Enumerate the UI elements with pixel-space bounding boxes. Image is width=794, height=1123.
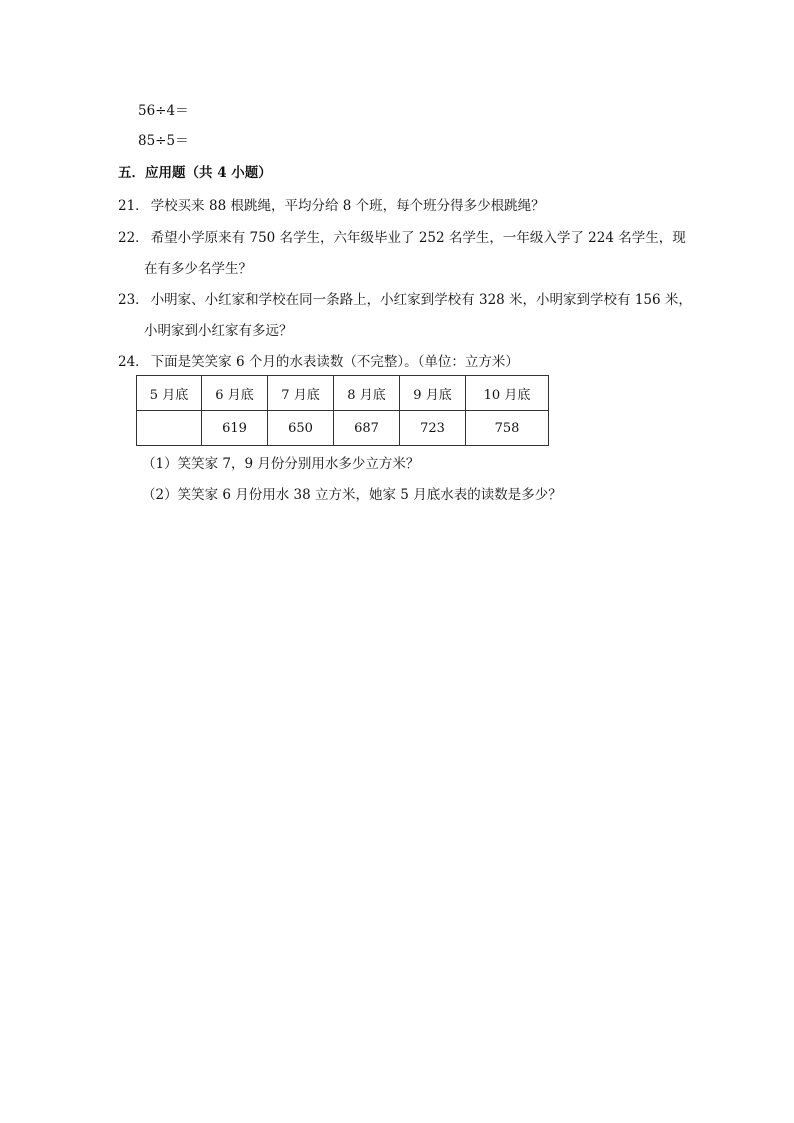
question-text: 学校买来 88 根跳绳，平均分给 8 个班，每个班分得多少根跳绳？: [150, 198, 545, 214]
question-text: 小明家、小红家和学校在同一条路上，小红家到学校有 328 米，小明家到学校有 156 米，: [150, 292, 692, 308]
question-24: [118, 352, 519, 372]
subquestion-2: （2）笑笑家 6 月份用水 38 立方米，她家 5 月底水表的读数是多少？: [142, 487, 562, 503]
table-value-cell: 687: [334, 411, 400, 446]
table-header-cell: 6 月底: [202, 376, 268, 411]
table-value-cell: 650: [268, 411, 334, 446]
table-value-cell: 619: [202, 411, 268, 446]
question-number: 23．: [118, 292, 149, 308]
table-header-cell: 8 月底: [334, 376, 400, 411]
question-22: [118, 228, 686, 248]
section-title: 五．应用题（共 4 小题）: [118, 165, 272, 181]
question-22-continued: 在有多少名学生？: [144, 261, 252, 277]
table-header-cell: 7 月底: [268, 376, 334, 411]
table-header-cell: 9 月底: [400, 376, 466, 411]
question-text: 希望小学原来有 750 名学生，六年级毕业了 252 名学生，一年级入学了 224 名学生，现: [150, 230, 686, 246]
table-header-cell: 10 月底: [466, 376, 549, 411]
equation-1: 56÷4＝: [138, 103, 189, 119]
question-text: 下面是笑笑家 6 个月的水表读数（不完整）。（单位：立方米）: [150, 354, 519, 370]
question-23-continued: 小明家到小红家有多远？: [144, 323, 293, 339]
table-header-cell: 5 月底: [137, 376, 202, 411]
table-value-row: [137, 411, 549, 446]
question-23: [118, 290, 692, 310]
table-value-cell: 758: [466, 411, 549, 446]
equation-2: 85÷5＝: [138, 133, 189, 149]
water-meter-table: [136, 375, 549, 446]
table-header-row: [137, 376, 549, 411]
table-value-cell: 723: [400, 411, 466, 446]
table-value-cell: [137, 411, 202, 446]
question-21: [118, 196, 545, 216]
question-number: 22．: [118, 230, 149, 246]
subquestion-1: （1）笑笑家 7，9 月份分别用水多少立方米？: [142, 456, 420, 472]
question-number: 24．: [118, 354, 149, 370]
question-number: 21．: [118, 198, 149, 214]
